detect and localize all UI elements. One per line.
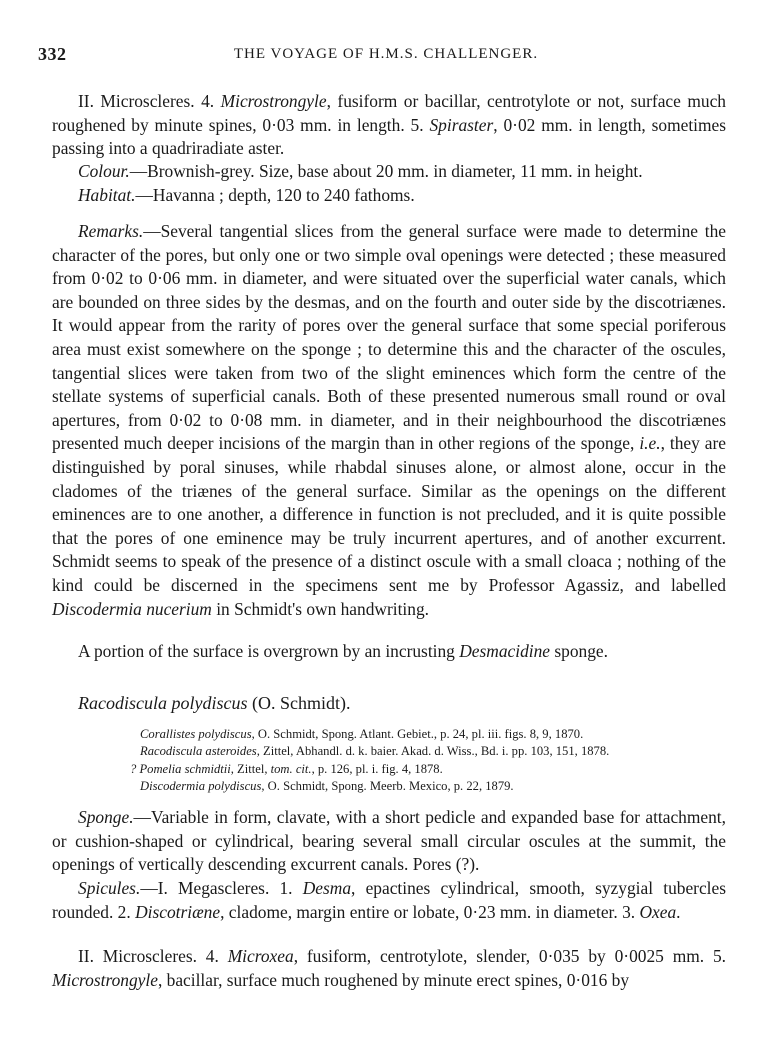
paragraph-incrusting: A portion of the surface is overgrown by an incrusting Desmacidine sponge. [78,641,608,661]
running-title: THE VOYAGE OF H.M.S. CHALLENGER. [233,46,539,62]
synonymy-entry: Discodermia polydiscus, O. Schmidt, Spong. Meerb. Mexico, p. 22, 1879. [140,779,514,793]
paragraph-habitat: Habitat.—Havanna ; depth, 120 to 240 fathoms. [78,185,415,205]
paragraph-microscleres-2: II. Microscleres. 4. Microxea, fusiform, centrotylote, slender, 0·035 by 0·0025 mm. 5. Microstrongyle, bacillar, surface much roughened by minute erect spines, 0·016 by [52,946,726,990]
paragraph-microscleres: II. Microscleres. 4. Microstrongyle, fusiform or bacillar, centrotylote or not, surface much roughened by minute spines, 0·03 mm. in length. 5. Spiraster, 0·02 mm. in length, sometimes passing into a quadriradiate aster. [52,91,727,159]
species-heading: Racodiscula polydiscus (O. Schmidt). [78,693,351,713]
page-number: 332 [38,44,67,64]
paragraph-spicules: Spicules.—I. Megascleres. 1. Desma, epactines cylindrical, smooth, syzygial tubercles rounded. 2. Discotriæne, cladome, margin entire or lobate, 0·23 mm. in diameter. 3. Oxea. [52,878,727,922]
paragraph-colour: Colour.—Brownish-grey. Size, base about 20 mm. in diameter, 11 mm. in height. [78,161,643,181]
page-header [38,44,734,66]
synonymy-entry: ? Pomelia schmidtii, Zittel, tom. cit., p. 126, pl. i. fig. 4, 1878. [130,762,443,776]
paragraph-remarks: Remarks.—Several tangential slices from the general surface were made to determine the character of the pores, but only one or two simple oval openings were detected ; these measured from 0·02 to 0·06 mm. in diameter, and were situated over the superficial water canals, which are bounded on three sides by the desmas, and on the fourth and outer side by the discotriænes. It would appear from the rarity of pores over the general surface that some special poriferous area must exist somewhere on the sponge ; to determine this and the character of the oscules, tangential slices were taken from two of the slight eminences which form the centre of the stellate systems of superficial canals. Both of these presented numerous small round or oval apertures, from 0·02 to 0·08 mm. in diameter, and in their neighbourhood the discotriænes presented much deeper incisions of the margin than in other regions of the sponge, i.e., they are distinguished by poral sinuses, while rhabdal sinuses alone, or almost alone, occur in the cladomes of the triænes of the general surface. Similar as the openings on the different eminences are to one another, a difference in function is not precluded, and it is quite possible that the pores of one eminence may be truly incurrent apertures, and of another excurrent. Schmidt seems to speak of the presence of a distinct oscule with a small cloaca ; nothing of the kind could be discerned in the specimens sent me by Professor Agassiz, and labelled Discodermia nucerium in Schmidt's own handwriting. [52,221,726,619]
paragraph-sponge: Sponge.—Variable in form, clavate, with a short pedicle and expanded base for attachment, or cushion-shaped or cylindrical, bearing several small circular oscules at the summit, the openings of vertically descending excurrent canals. Pores (?). [52,807,726,875]
synonymy-entry: Corallistes polydiscus, O. Schmidt, Spong. Atlant. Gebiet., p. 24, pl. iii. figs. 8, 9, 1870. [140,727,584,741]
synonymy-entry: Racodiscula asteroides, Zittel, Abhandl. d. k. baier. Akad. d. Wiss., Bd. i. pp. 103, 151, 1878. [140,744,610,758]
